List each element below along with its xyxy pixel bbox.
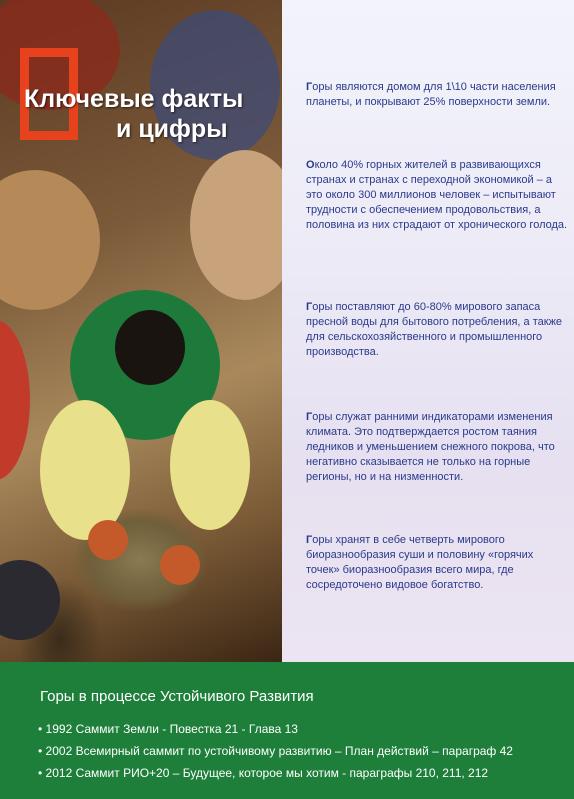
fact-paragraph — [306, 533, 568, 593]
fact-paragraph — [306, 410, 568, 485]
sustainable-development-banner — [0, 662, 574, 799]
fact-lead-letter: О — [306, 159, 315, 171]
fact-text: оры являются домом для 1\10 части населения планеты, и покрывают 25% поверхности земли. — [306, 81, 556, 108]
milestone-item: • 2002 Всемирный саммит по устойчивому развитию – План действий – параграф 42 — [38, 740, 513, 762]
fact-text: коло 40% горных жителей в развивающихся странах и странах с переходной экономикой – а это около 300 миллионов человек – испытывают трудности с обеспечением продовольствия, а половина из них страдают от хронического голода. — [306, 159, 568, 231]
photo-yellow-sleeve — [170, 400, 250, 530]
fact-paragraph — [306, 80, 568, 110]
fact-lead-letter: Г — [306, 301, 313, 313]
fact-text: оры служат ранними индикаторами изменения климата. Это подтверждается ростом таяния ледников и уменьшением снежного покрова, что негативно сказывается не только на горные регионы, но и на низменности. — [306, 411, 555, 483]
photo-head — [115, 310, 185, 385]
page-title-line1: Ключевые факты — [24, 85, 244, 113]
photo-grain-sack — [0, 170, 100, 310]
photo-bowl — [0, 560, 60, 640]
milestones-list — [38, 718, 513, 784]
fact-lead-letter: Г — [306, 81, 313, 93]
woman-sorting-grain-photo — [0, 0, 282, 662]
photo-hands — [160, 545, 200, 585]
fact-lead-letter: Г — [306, 534, 313, 546]
milestone-item: • 2012 Саммит РИО+20 – Будущее, которое мы хотим - параграфы 210, 211, 212 — [38, 762, 513, 784]
photo-hands — [88, 520, 128, 560]
fact-paragraph — [306, 300, 568, 360]
facts-panel — [282, 0, 574, 662]
fact-lead-letter: Г — [306, 411, 313, 423]
fact-text: оры поставляют до 60-80% мирового запаса пресной воды для бытового потребления, а также для сельскохозяйственного и промышленного производства. — [306, 301, 563, 358]
page-title — [22, 84, 258, 144]
photo-grain-sack — [190, 150, 282, 300]
milestone-item: • 1992 Саммит Земли - Повестка 21 - Глава 13 — [38, 718, 513, 740]
fact-paragraph — [306, 158, 568, 233]
fact-text: оры хранят в себе четверть мирового биоразнообразия суши и половину «горячих точек» биоразнообразия всего мира, где сосредоточено видовое богатство. — [306, 534, 534, 591]
photo-yellow-sleeve — [40, 400, 130, 540]
banner-heading: Горы в процессе Устойчивого Развития — [40, 688, 314, 705]
page-title-line2: и цифры — [116, 115, 228, 143]
photo-red-cloth — [0, 320, 30, 480]
